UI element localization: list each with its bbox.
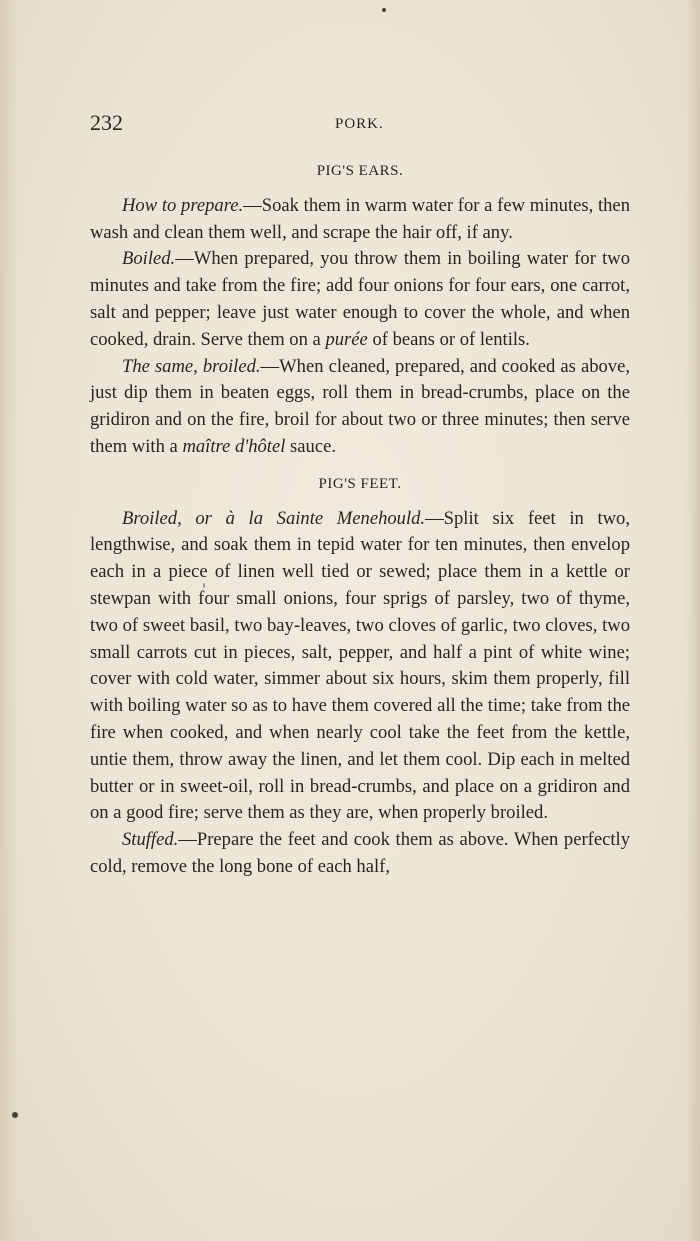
- paragraph-lead: Broiled, or à la Sainte Menehould.: [122, 507, 426, 529]
- paragraph-lead: How to prepare.: [122, 194, 244, 216]
- page-header: [90, 110, 630, 140]
- page-edge-shadow-left: [0, 0, 18, 1241]
- paragraph-text: —When prepared, you throw them in boiling water for two minutes and take from the fire; add four onions for four ears, one carrot, salt and pepper; leave just water enough to cover the whole, and when cooked, drain. Serve them on a: [90, 248, 630, 350]
- paragraph-text: —Soak them in warm water for a few minutes, then wash and clean them well, and scrape the hair off, if any.: [90, 194, 630, 243]
- paragraph-tail: sauce.: [285, 435, 336, 457]
- page-text: [90, 158, 630, 881]
- paragraph-tail: of beans or of lentils.: [367, 328, 530, 350]
- page-edge-shadow-right: [686, 0, 700, 1241]
- page-speck: [12, 1112, 18, 1118]
- paragraph: [90, 246, 630, 353]
- section-title-pigs-feet: PIG'S FEET.: [318, 475, 402, 492]
- paragraph-text: —When cleaned, prepared, and cooked as above, just dip them in beaten eggs, roll them in bread-crumbs, place on the gridiron and on the fire, broil for about two or three minutes; then serve them with a: [90, 355, 630, 457]
- paragraph-lead: Boiled.: [122, 248, 176, 270]
- paragraph-emphasis: purée: [325, 328, 368, 350]
- page-speck: [382, 8, 386, 12]
- paragraph-emphasis: maître d'hôtel: [182, 435, 286, 457]
- paragraph-text: —Prepare the feet and cook them as above. When perfectly cold, remove the long bone of each half,: [90, 829, 630, 877]
- paragraph: [90, 827, 630, 881]
- paragraph-text: —Split six feet in two, lengthwise, and soak them in tepid water for ten minutes, then envelop each in a piece of linen well tied or sewed; place them in a kettle or stewpan with four small onions, four sprigs of parsley, two of thyme, two of sweet basil, two bay-leaves, two cloves of garlic, two cloves, two small carrots cut in pieces, salt, pepper, and half a pint of white wine; cover with cold water, simmer about six hours, skim them properly, fill with boiling water so as to have them covered all the time; take from the fire when cooked, and when nearly cool take the feet from the kettle, untie them, throw away the linen, and let them cool. Dip each in melted butter or in sweet-oil, roll in bread-crumbs, and place on a gridiron and on a good fire; serve them as they are, when properly broiled.: [90, 507, 630, 824]
- paragraph: [90, 506, 630, 828]
- paragraph-lead: Stuffed.: [122, 829, 179, 851]
- paragraph: [90, 193, 630, 247]
- running-head: PORK.: [335, 116, 384, 132]
- section-title-pigs-ears: PIG'S EARS.: [316, 163, 404, 179]
- paragraph-lead: The same, broiled.: [122, 355, 261, 377]
- page-number: 232: [90, 110, 123, 135]
- paragraph: [90, 354, 630, 461]
